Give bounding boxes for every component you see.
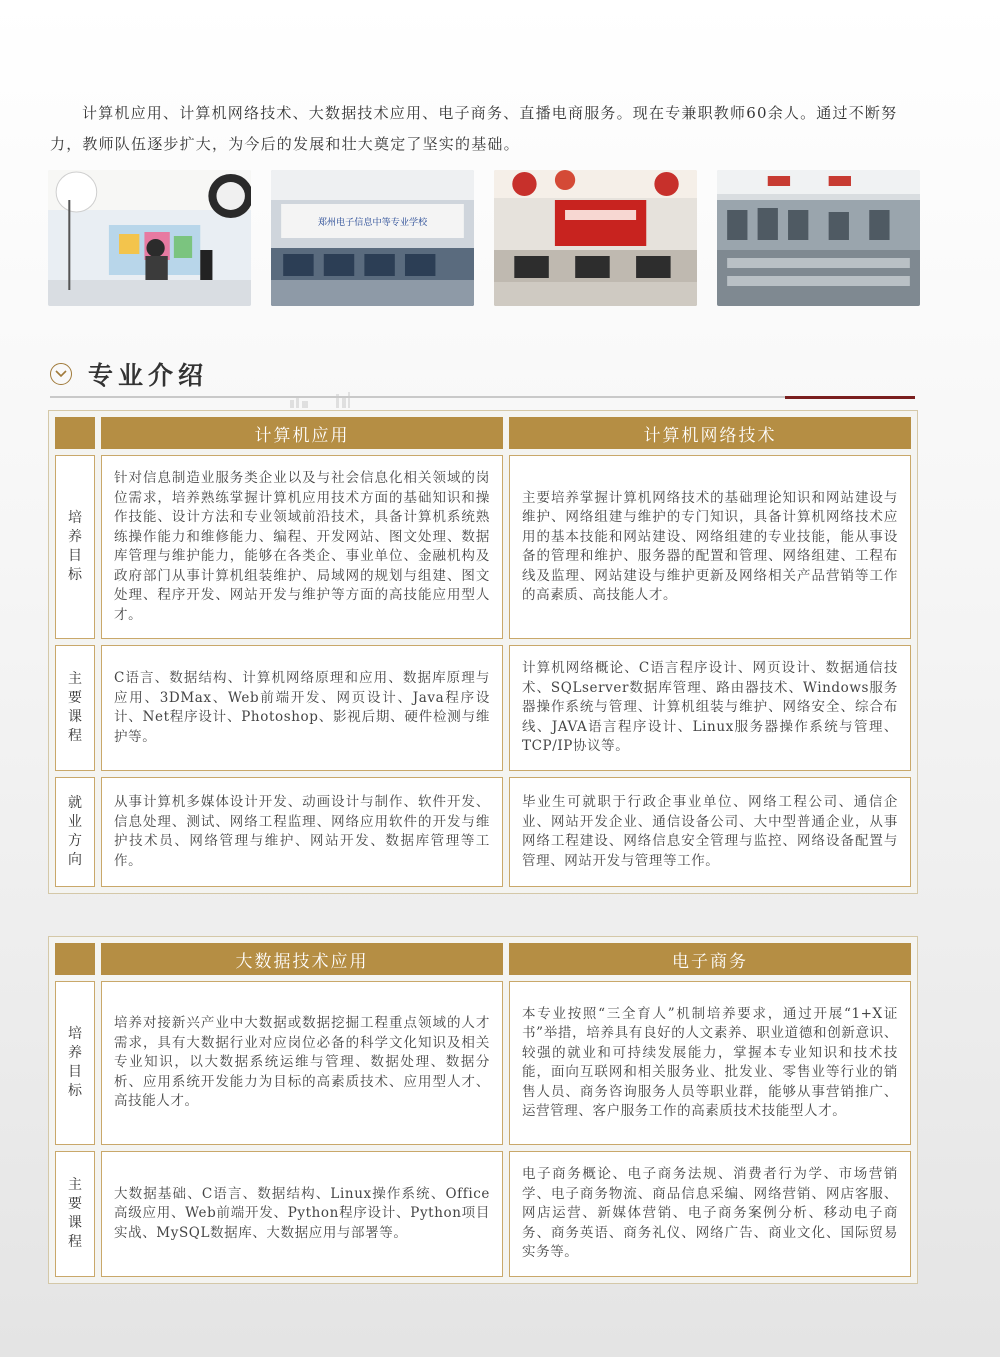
header-computer-application: 计算机应用 <box>101 417 503 449</box>
cell-text-content: 本专业按照“三全育人”机制培养要求，通过开展“1+X证书”举措，培养具有良好的人文素养、职业道德和创新意识、较强的就业和可持续发展能力，掌握本专业知识和技术技能，面向互联网和相关服务业、批发业、零售业等行业的销售人员、商务咨询服务人员等职业群，能够从事营销推广、运营管理、客户服务工作的高素质技术技能型人才。 <box>522 1005 898 1119</box>
card-header <box>55 417 911 449</box>
cell-text-content: 主要培养掌握计算机网络技术的基础理论知识和网站建设与维护、网络组建与维护的专门知识，具备计算机网络技术应用的基本技能和网站建设、网络组建的专业技能，能从事设备的管理和维护、服务器的配置和管理、网络组建、工程布线及监理、网站建设与维护更新及网络相关产品营销等工作的高素质、高技能人才。 <box>522 489 898 603</box>
row-label-text: 主要课程 <box>68 1177 82 1250</box>
cell-text-content: 计算机网络概论、C语言程序设计、网页设计、数据通信技术、SQLserver数据库管理、路由器技术、Windows服务器操作系统与管理、计算机组装与维护、网络安全、综合布线、JAVA语言程序设计、Linux服务器操作系统与管理、TCP/IP协议等。 <box>522 660 898 755</box>
section-title <box>50 356 208 392</box>
chevron-circle-icon <box>50 363 72 385</box>
row-label-text: 就业方向 <box>68 795 82 868</box>
cell-text <box>509 645 911 771</box>
decorative-skyline <box>288 392 358 408</box>
row-training-goal <box>55 981 911 1145</box>
row-label-employment <box>55 777 95 887</box>
row-employment-direction <box>55 777 911 887</box>
major-card-1 <box>48 410 918 894</box>
row-label-main-courses <box>55 1151 95 1277</box>
row-label-text: 培养目标 <box>68 1026 82 1099</box>
cell-text-content: 电子商务概论、电子商务法规、消费者行为学、市场营销学、电子商务物流、商品信息采编、网络营销、网店客服、网店运营、新媒体营销、电子商务案例分析、移动电子商务、商务英语、商务礼仪、网络广告、商业文化、国际贸易实务等。 <box>522 1166 898 1261</box>
photo-computer-lab-1 <box>271 170 474 306</box>
cell-text <box>509 455 911 639</box>
cell-text-content: 培养对接新兴产业中大数据或数据挖掘工程重点领域的人才需求，具有大数据行业对应岗位必备的科学文化知识及相关专业知识，以大数据系统运维与管理、数据处理、数据分析、应用系统开发能力为目标的高素质技术、应用型人才、高技能人才。 <box>114 1015 490 1110</box>
lab-sign-text: 郑州电子信息中等专业学校 <box>317 218 428 228</box>
intro-paragraph: 计算机应用、计算机网络技术、大数据技术应用、电子商务、直播电商服务。现在专兼职教师60余人。通过不断努力，教师队伍逐步扩大，为今后的发展和壮大奠定了坚实的基础。 <box>50 104 898 153</box>
row-label-training-goal <box>55 455 95 639</box>
cell-text-content: 针对信息制造业服务类企业以及与社会信息化相关领域的岗位需求，培养熟练掌握计算机应用技术方面的基础知识和操作技能、设计方法和专业领域前沿技术，具备计算机系统熟练操作能力和维修能力、编程、开发网站、图文处理、数据库管理与维护能力，能够在各类企、事业单位、金融机构及政府部门从事计算机组装维护、局域网的规划与组建、图文处理、程序开发、网站开发与维护等方面的高技能应用型人才。 <box>114 470 490 623</box>
row-main-courses <box>55 1151 911 1277</box>
section-title-text: 专业介绍 <box>88 361 209 390</box>
major-card-2 <box>48 936 918 1284</box>
cell-text-content: 毕业生可就职于行政企事业单位、网络工程公司、通信企业、网站开发企业、通信设备公司、大中型普通企业，从事网络工程建设、网络信息安全管理与监控、网络设备配置与管理、网站开发与管理等工作。 <box>522 794 898 869</box>
header-computer-network: 计算机网络技术 <box>509 417 911 449</box>
photo-call-center <box>494 170 697 306</box>
row-training-goal <box>55 455 911 639</box>
header-e-commerce: 电子商务 <box>509 943 911 975</box>
row-label-text: 主要课程 <box>68 671 82 744</box>
row-label-main-courses <box>55 645 95 771</box>
row-main-courses <box>55 645 911 771</box>
cell-text <box>101 455 503 639</box>
cell-text-content: 从事计算机多媒体设计开发、动画设计与制作、软件开发、信息处理、测试、网络工程监理、网络应用软件的开发与维护技术员、网络管理与维护、网站开发、数据库管理等工作。 <box>114 794 490 869</box>
photo-broadcast-studio <box>48 170 251 306</box>
cell-text <box>101 645 503 771</box>
cell-text-content: 大数据基础、C语言、数据结构、Linux操作系统、Office高级应用、Web前端开发、Python程序设计、Python项目实战、MySQL数据库、大数据应用与部署等。 <box>114 1185 490 1241</box>
cell-text <box>509 981 911 1145</box>
cell-text-content: C语言、数据结构、计算机网络原理和应用、数据库原理与应用、3DMax、Web前端开发、网页设计、Java程序设计、Net程序设计、Photoshop、影视后期、硬件检测与维护等。 <box>114 670 490 745</box>
section-divider <box>50 396 915 398</box>
photo-computer-lab-2 <box>717 170 920 306</box>
card-header <box>55 943 911 975</box>
row-label-training-goal <box>55 981 95 1145</box>
header-big-data: 大数据技术应用 <box>101 943 503 975</box>
card-header-corner <box>55 417 95 449</box>
cell-text <box>101 777 503 887</box>
card-header-corner <box>55 943 95 975</box>
row-label-text: 培养目标 <box>68 510 82 583</box>
cell-text <box>101 981 503 1145</box>
cell-text <box>509 777 911 887</box>
cell-text <box>101 1151 503 1277</box>
photo-strip <box>48 170 920 306</box>
cell-text <box>509 1151 911 1277</box>
